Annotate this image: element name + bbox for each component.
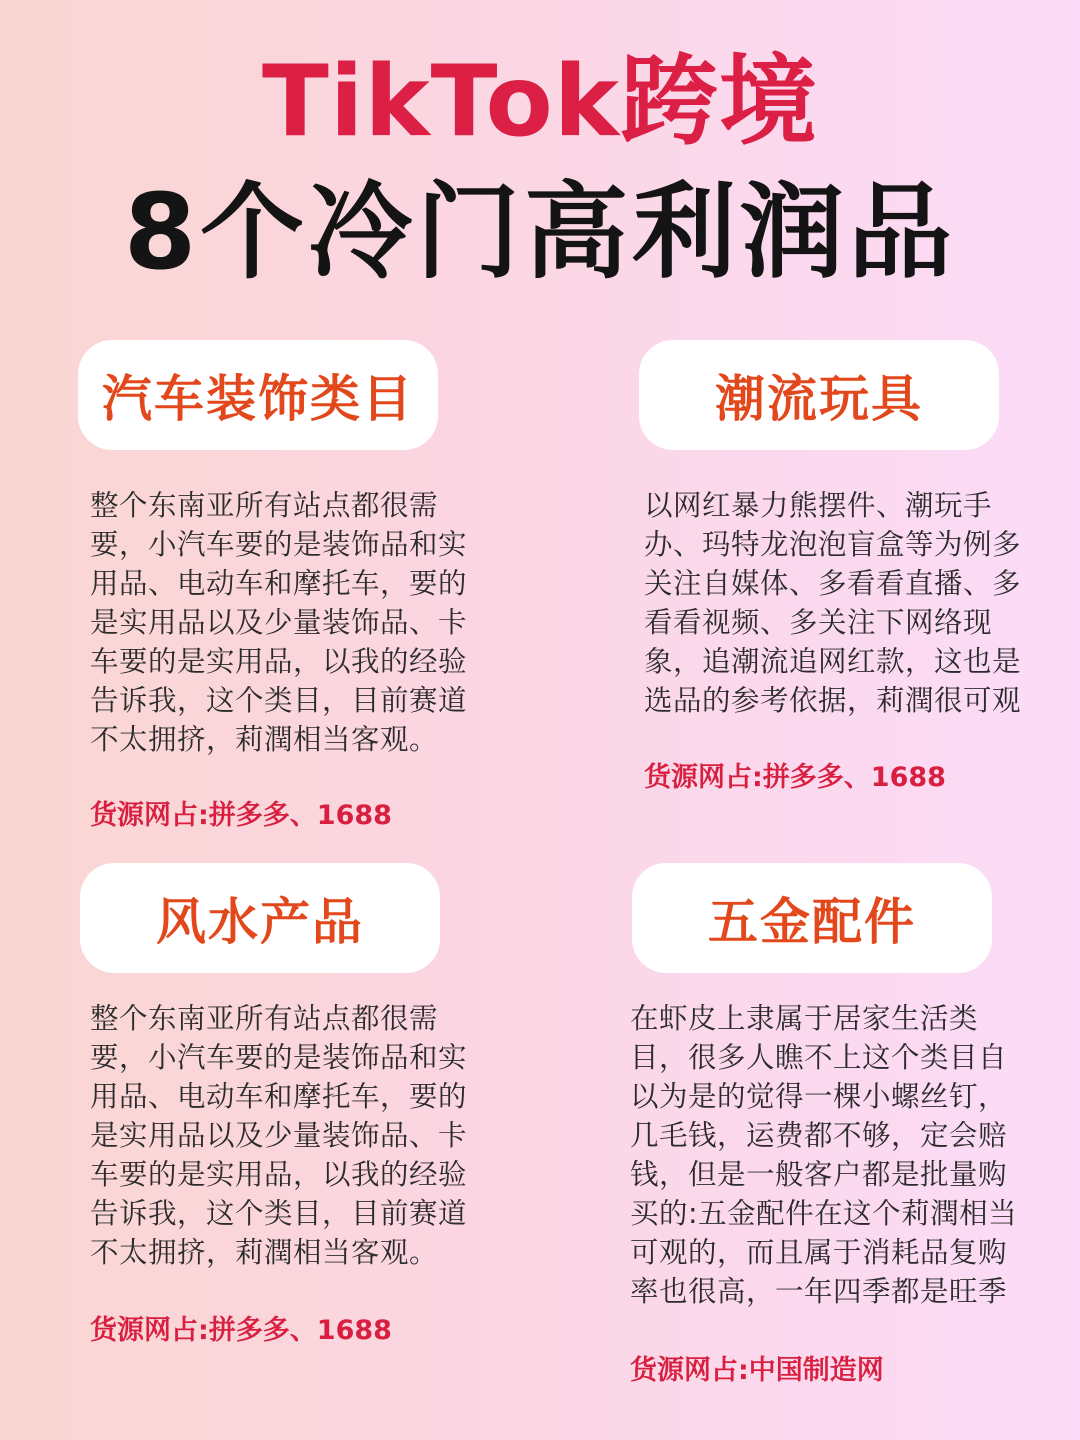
card-source-trendy-toys: 货源网占:拼多多、1688 <box>644 762 946 793</box>
card-body-fengshui: 整个东南亚所有站点都很需 要，小汽车要的是装饰品和实 用品、电动车和摩托车，要的 是实用品以及少量装饰品、卡 车要的是实用品，以我的经验 告诉我，这个类目，目前赛道 不太拥挤，莉潤相当客观。 <box>90 1002 468 1269</box>
card-body-hardware: 在虾皮上隶属于居家生活类 目，很多人瞧不上这个类目自 以为是的觉得一棵小螺丝钉， 几毛钱，运费都不够，定会赔 钱，但是一般客户都是批量购 买的:五金配件在这个莉潤相当 可观的，而且属于消耗品复购 率也很高，一年四季都是旺季 <box>630 1002 1018 1308</box>
card-source-fengshui: 货源网占:拼多多、1688 <box>90 1315 392 1346</box>
card-body-trendy-toys: 以网红暴力熊摆件、潮玩手 办、玛特龙泡泡盲盒等为例多 关注自媒体、多看看直播、多 看看视频、多关注下网络现 象，追潮流追网红款，这也是 选品的参考依据，莉潤很可观 <box>644 489 1022 717</box>
card-heading-fengshui: 风水产品 <box>80 863 440 973</box>
card-body-car-decor: 整个东南亚所有站点都很需 要，小汽车要的是装饰品和实 用品、电动车和摩托车，要的 是实用品以及少量装饰品、卡 车要的是实用品，以我的经验 告诉我，这个类目，目前赛道 不太拥挤，莉潤相当客观。 <box>90 489 468 756</box>
card-heading-hardware: 五金配件 <box>632 863 992 973</box>
card-heading-car-decor: 汽车装饰类目 <box>78 340 438 450</box>
page-subtitle: 8个冷门高利润品 <box>123 171 957 293</box>
page-title: TikTok跨境 <box>262 45 818 159</box>
card-source-hardware: 货源网占:中国制造网 <box>630 1355 884 1386</box>
card-source-car-decor: 货源网占:拼多多、1688 <box>90 800 392 831</box>
card-heading-trendy-toys: 潮流玩具 <box>639 340 999 450</box>
